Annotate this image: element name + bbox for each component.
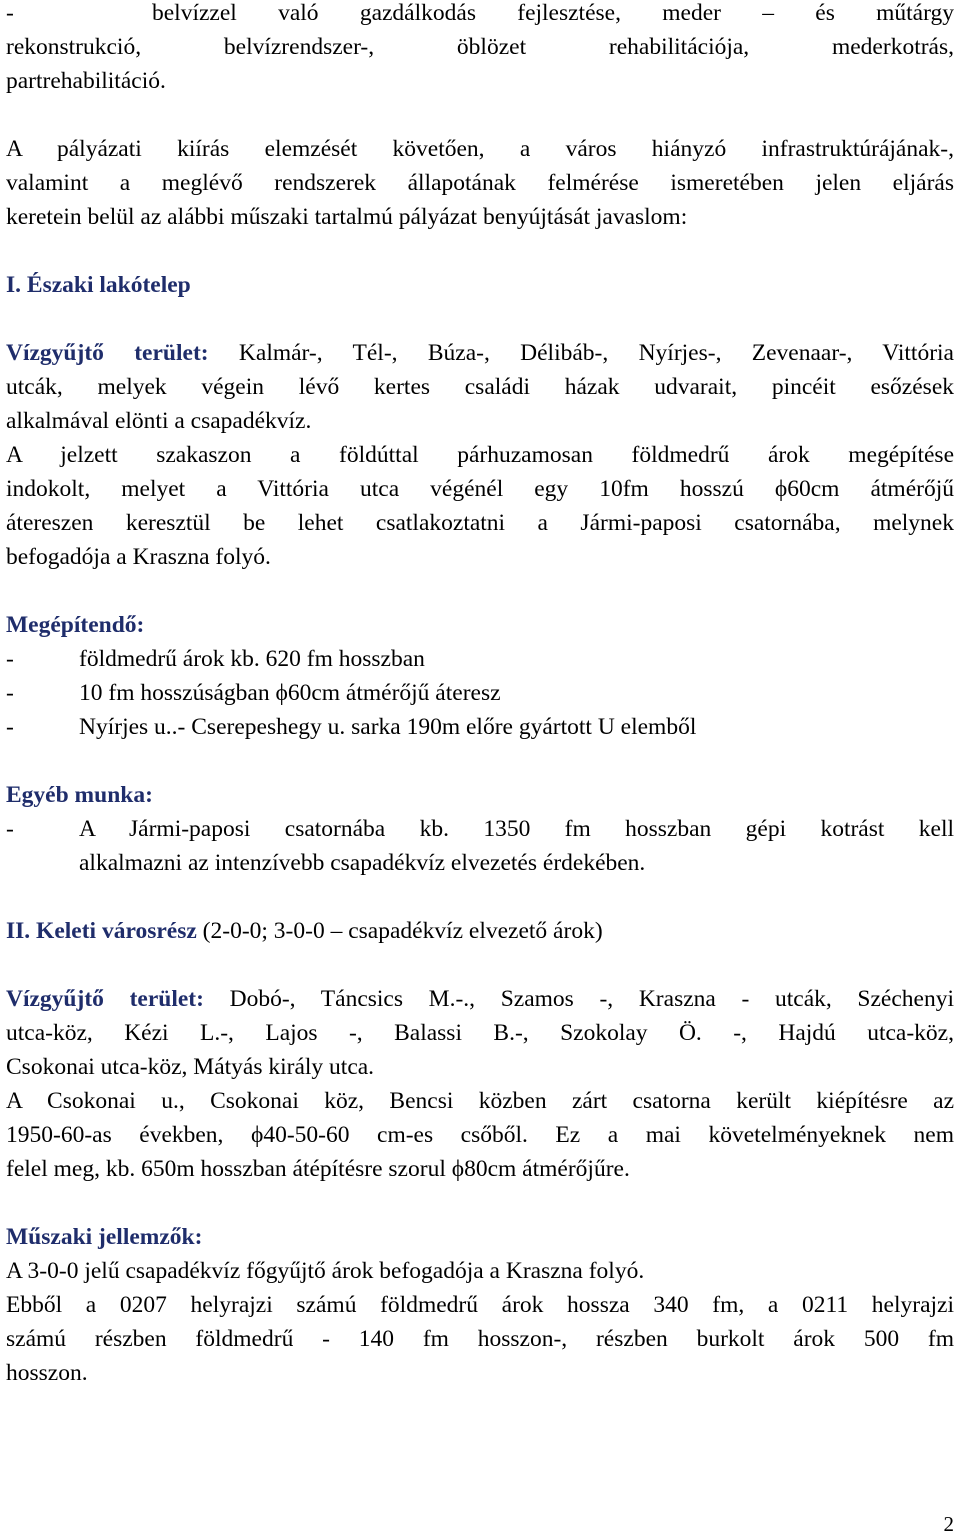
text-line: indokolt, melyet a Vittória utca végénél egy 10fm hosszú ϕ60cm átmérőjű <box>6 476 954 502</box>
text-line: partrehabilitáció. <box>6 68 166 94</box>
list-item-text: földmedrű árok kb. 620 fm hosszban <box>79 646 425 672</box>
list-dash: - <box>6 816 14 842</box>
list-item <box>6 812 954 846</box>
list-dash: - <box>6 646 14 672</box>
text-line: keretein belül az alábbi műszaki tartalmú pályázat benyújtását javaslom: <box>6 204 688 230</box>
list-item-text: 10 fm hosszúságban ϕ60cm átmérőjű áteresz <box>79 680 501 706</box>
text-line: valamint a meglévő rendszerek állapotának felmérése ismeretében jelen eljárás <box>6 170 954 196</box>
text-line: alkalmával elönti a csapadékvíz. <box>6 408 312 434</box>
text-line: átereszen keresztül be lehet csatlakoztatni a Jármi-paposi csatornába, melynek <box>6 510 954 536</box>
catchment-line <box>6 336 954 370</box>
other-work-label: Egyéb munka: <box>6 782 153 808</box>
tech-specs-label: Műszaki jellemzők: <box>6 1224 203 1250</box>
text-line: hosszon. <box>6 1360 88 1386</box>
text-line: rekonstrukció, belvízrendszer-, öblözet rehabilitációja, mederkotrás, <box>6 34 954 60</box>
section-number: II. <box>6 918 31 944</box>
text-line: utca-köz, Kézi L.-, Lajos -, Balassi B.-, Szokolay Ö. -, Hajdú utca-köz, <box>6 1020 954 1046</box>
text-line: A 3-0-0 jelű csapadékvíz főgyűjtő árok befogadója a Kraszna folyó. <box>6 1258 645 1284</box>
build-label: Megépítendő: <box>6 612 145 638</box>
section-heading: I. Északi lakótelep <box>6 272 191 298</box>
list-dash: - <box>6 680 14 706</box>
text-line: utcák, melyek végein lévő kertes családi házak udvarait, pincéit esőzések <box>6 374 954 400</box>
text-line: A Csokonai u., Csokonai köz, Bencsi közben zárt csatorna került kiépítésre az <box>6 1088 954 1114</box>
catchment-label: Vízgyűjtő terület: <box>6 986 204 1012</box>
text-line: 1950-60-as években, ϕ40-50-60 cm-es csőből. Ez a mai követelményeknek nem <box>6 1122 954 1148</box>
list-item-text: A Jármi-paposi csatornába kb. 1350 fm hosszban gépi kotrást kell <box>79 816 954 842</box>
list-dash: - <box>6 714 14 740</box>
catchment-text: Dobó-, Táncsics M.-., Szamos -, Kraszna - utcák, Széchenyi <box>229 986 954 1012</box>
text-line: alkalmazni az intenzívebb csapadékvíz elvezetés érdekében. <box>79 850 646 876</box>
text-line: A jelzett szakaszon a földúttal párhuzamosan földmedrű árok megépítése <box>6 442 954 468</box>
list-item <box>6 676 954 710</box>
section-heading-rest: (2-0-0; 3-0-0 – csapadékvíz elvezető árok) <box>196 918 603 944</box>
text-line: A pályázati kiírás elemzését követően, a város hiányzó infrastruktúrájának-, <box>6 136 954 162</box>
list-dash: - <box>6 0 14 26</box>
text-line: felel meg, kb. 650m hosszban átépítésre szorul ϕ80cm átmérőjűre. <box>6 1156 630 1182</box>
list-item <box>6 710 954 744</box>
text-line: Csokonai utca-köz, Mátyás király utca. <box>6 1054 375 1080</box>
page-number: 2 <box>943 1512 954 1536</box>
catchment-text: Kalmár-, Tél-, Búza-, Délibáb-, Nyírjes-, Zevenaar-, Vittória <box>238 340 954 366</box>
text-line: számú részben földmedrű - 140 fm hosszon-, részben burkolt árok 500 fm <box>6 1326 954 1352</box>
catchment-label: Vízgyűjtő terület: <box>6 340 209 366</box>
section-heading <box>6 914 954 948</box>
catchment-line <box>6 982 954 1016</box>
list-item <box>6 642 954 676</box>
section-name: Keleti városrész <box>36 918 197 944</box>
list-item-text: Nyírjes u..- Cserepeshegy u. sarka 190m előre gyártott U elemből <box>79 714 697 740</box>
intro-list-item <box>6 0 954 30</box>
intro-list-text: belvízzel való gazdálkodás fejlesztése, meder – és műtárgy <box>152 0 954 26</box>
text-line: befogadója a Kraszna folyó. <box>6 544 271 570</box>
text-line: Ebből a 0207 helyrajzi számú földmedrű árok hossza 340 fm, a 0211 helyrajzi <box>6 1292 954 1318</box>
